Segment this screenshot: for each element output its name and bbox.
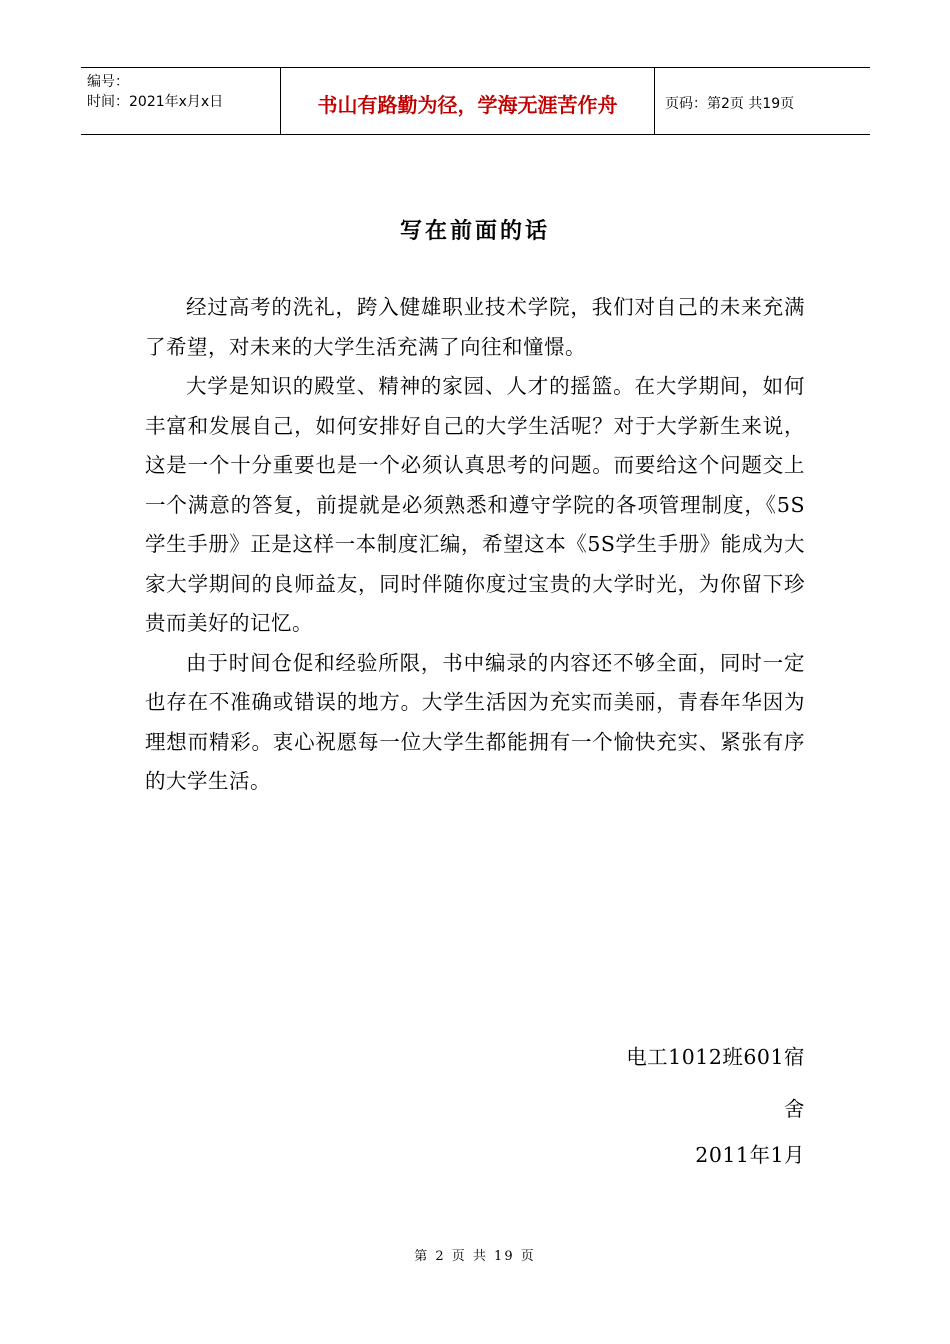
header-page-info: 页码：第2页 共19页	[665, 96, 795, 112]
page-title: 写在前面的话	[399, 218, 550, 244]
paragraph-2: 大学是知识的殿堂、精神的家园、人才的摇篮。在大学期间，如何丰富和发展自己，如何安排好自己的大学生活呢？对于大学新生来说，这是一个十分重要也是一个必须认真思考的问题。而要给这个问题交上一个满意的答复，前提就是必须熟悉和遵守学院的各项管理制度，《5S学生手册》正是这样一本制度汇编，希望这本《5S学生手册》能成为大家大学期间的良师益友，同时伴随你度过宝贵的大学时光，为你留下珍贵而美好的记忆。	[145, 374, 805, 635]
document-time-label: 时间：2021年x月x日	[87, 94, 224, 110]
document-body	[145, 288, 805, 802]
signature-date: 2011年1月	[695, 1143, 805, 1167]
page-footer: 第 2 页 共 19 页	[414, 1249, 536, 1264]
header-meta-cell	[81, 68, 281, 134]
header-page-cell	[655, 68, 870, 134]
header-motto: 书山有路勤为径，学海无涯苦作舟	[317, 92, 618, 117]
signature-line-1: 电工1012班601宿	[626, 1045, 805, 1069]
paragraph-3: 由于时间仓促和经验所限，书中编录的内容还不够全面，同时一定也存在不准确或错误的地方。大学生活因为充实而美丽，青春年华因为理想而精彩。衷心祝愿每一位大学生都能拥有一个愉快充实、紧张有序的大学生活。	[145, 650, 805, 793]
document-number-label: 编号：	[87, 74, 129, 90]
signature-line-2: 舍	[784, 1097, 805, 1121]
paragraph-1: 经过高考的洗礼，跨入健雄职业技术学院，我们对自己的未来充满了希望，对未来的大学生活充满了向往和憧憬。	[145, 295, 805, 359]
header-motto-cell	[281, 68, 655, 134]
page-header	[81, 67, 870, 135]
